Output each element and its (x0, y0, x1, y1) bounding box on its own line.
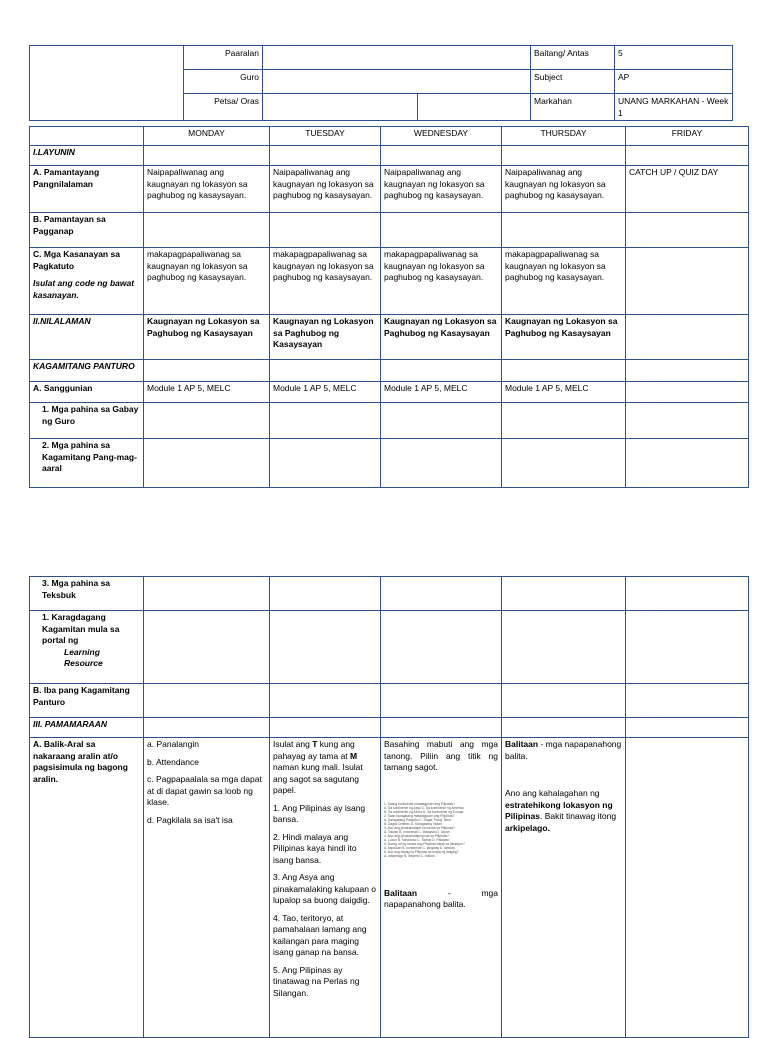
balik-mon-item: b. Attendance (147, 756, 199, 767)
balik-tue-item: 3. Ang Asya ang pinakamalaking kalupaan o lupalop sa buong daigdig. (273, 872, 377, 905)
sanggunian-monday: Module 1 AP 5, MELC (144, 382, 270, 403)
row-label-karagdagang (30, 611, 144, 684)
balik-wed-balitaan: Balitaan - mga (384, 887, 498, 898)
row-label-gabay-guro: 1. Mga pahina sa Gabay ng Guro (30, 403, 144, 439)
balik-aral-tuesday (270, 738, 381, 1038)
day-header-wednesday: WEDNESDAY (381, 127, 502, 146)
kasanayan-tuesday: makapagpapaliwanag sa kaugnayan ng lokasyon sa paghubog ng kasaysayan. (270, 248, 381, 315)
kasanayan-thursday: makapagpapaliwanag sa kaugnayan ng lokasyon sa paghubog ng kasaysayan. (502, 248, 626, 315)
balik-wed-balitaan-rest: napapanahong balita. (384, 899, 466, 909)
logo-area (30, 46, 184, 121)
balik-mon-item: a. Panalangin (147, 739, 199, 749)
paaralan-value[interactable] (263, 46, 531, 70)
markahan-label: Markahan (531, 94, 615, 121)
row-label-iba-pang: B. Iba pang Kagamitang Panturo (30, 684, 144, 718)
petsa-label: Petsa/ Oras (184, 94, 263, 121)
balik-aral-wednesday (381, 738, 502, 1038)
balik-thu-question: Ano ang kahalagahan ng estratehikong lokasyon ng Pilipinas. Bakit tinawag itong arkipelago. (505, 788, 617, 833)
kasanayan-note: Isulat ang code ng bawat kasanayan. (33, 278, 135, 300)
row-label-balik-aral: A. Balik-Aral sa nakaraang aralin at/o pagsisimula ng bagong aralin. (30, 738, 144, 1038)
sanggunian-thursday: Module 1 AP 5, MELC (502, 382, 626, 403)
markahan-value[interactable]: UNANG MARKAHAN - Week 1 (615, 94, 733, 121)
row-label-teksbuk: 3. Mga pahina sa Teksbuk (30, 577, 144, 611)
baitang-label: Baitang/ Antas (531, 46, 615, 70)
row-label-sanggunian: A. Sanggunian (30, 382, 144, 403)
day-header-friday: FRIDAY (626, 127, 749, 146)
balik-thu-balitaan: Balitaan - mga napapanahong balita. (505, 739, 622, 761)
row-label-kagamitang-mag-aaral: 2. Mga pahina sa Kagamitang Pang-mag-aaral (30, 439, 144, 488)
guro-value[interactable] (263, 70, 531, 94)
balik-tue-item: 1. Ang Pilipinas ay isang bansa. (273, 802, 366, 824)
paaralan-label: Paaralan (184, 46, 263, 70)
kasanayan-title: C. Mga Kasanayan sa Pagkatuto (33, 249, 120, 271)
pamantayang-wednesday: Naipapaliwanag ang kaugnayan ng lokasyon sa paghubog ng kasaysayan. (381, 166, 502, 213)
row-label-kasanayan (30, 248, 144, 315)
subject-label: Subject (531, 70, 615, 94)
baitang-value[interactable]: 5 (615, 46, 733, 70)
oras-value[interactable] (418, 94, 531, 121)
balik-aral-monday (144, 738, 270, 1038)
balik-tue-intro: Isulat ang T kung ang pahayag ay tama at M naman kung mali. Isulat ang sagot sa sagutang papel. (273, 739, 363, 795)
karagdagang-lr: Learning Resource (64, 646, 103, 668)
day-header-thursday: THURSDAY (502, 127, 626, 146)
nilalaman-monday: Kaugnayan ng Lokasyon sa Paghubog ng Kasaysayan (144, 315, 270, 360)
sanggunian-tuesday: Module 1 AP 5, MELC (270, 382, 381, 403)
nilalaman-wednesday: Kaugnayan ng Lokasyon sa Paghubog ng Kasaysayan (381, 315, 502, 360)
lesson-plan-table-2 (29, 576, 749, 1038)
day-header-tuesday: TUESDAY (270, 127, 381, 146)
balik-aral-thursday (502, 738, 626, 1038)
day-header-monday: MONDAY (144, 127, 270, 146)
section-pamamaraan: III. PAMAMARAAN (30, 718, 144, 738)
row-label-pamantayang-pangnilalaman: A. Pamantayang Pangnilalaman (30, 166, 144, 213)
karagdagang-title: 1. Karagdagang Kagamitan mula sa portal ng (42, 612, 120, 645)
balik-tue-item: 5. Ang Pilipinas ay tinatawag na Perlas ng Silangan. (273, 964, 360, 998)
lesson-plan-table-1 (29, 126, 749, 488)
pamantayang-friday: CATCH UP / QUIZ DAY (626, 166, 749, 213)
quiz-thumbnail: 1. Saang kontinente matatagpuan ang Pilipinas? A. Sa kontinente ng Asya C. Sa kontinente ng Amerika B. Sa kontinente ng Africa D. Sa kontinente ng Europa 2. Saan karagatang matatagpuan ang Pilipinas? A. Karagatang Pasipiko C. Dagat Timog Tsina B. Dagat Celebes D. Karagatang Indian 3. Ano ang pinakamalapit na bansa sa Pilipinas? A. Taiwan B. Indonesia C. Malaysia D. Japan 4. Ano ang pinakamalaking isla sa Pilipinas? A. Luzon B. Mindanao C. Samar D. Palawan 5. Anong uri ng bansa ang Pilipinas batay sa lokasyon? A. kapuluan B. kontinente C. tangway D. lambak 6. Ano ang tawag sa Pilipinas sa mapa ng daigdig? A. arkipelago B. disyerto C. bulkan (384, 801, 465, 858)
row-label-pamantayan-pagganap: B. Pamantayan sa Pagganap (30, 213, 144, 248)
section-layunin: I.LAYUNIN (30, 146, 144, 166)
petsa-value[interactable] (263, 94, 418, 121)
header-table (29, 45, 733, 121)
guro-label: Guro (184, 70, 263, 94)
balik-wed-intro: Basahing mabuti ang mga tanong. Piliin ang titik ng tamang sagot. (384, 739, 498, 772)
subject-value[interactable]: AP (615, 70, 733, 94)
balik-mon-item: d. Pagkilala sa isa't isa (147, 814, 233, 825)
pamantayang-thursday: Naipapaliwanag ang kaugnayan ng lokasyon sa paghubog ng kasaysayan. (502, 166, 626, 213)
sanggunian-wednesday: Module 1 AP 5, MELC (381, 382, 502, 403)
section-kagamitan: KAGAMITANG PANTURO (30, 360, 144, 382)
nilalaman-thursday: Kaugnayan ng Lokasyon sa Paghubog ng Kasaysayan (502, 315, 626, 360)
balik-tue-item: 2. Hindi malaya ang Pilipinas kaya hindi ito isang bansa. (273, 831, 357, 865)
balik-mon-item: c. Pagpapaalala sa mga dapat at di dapat gawin sa loob ng klase. (147, 774, 262, 807)
kasanayan-wednesday: makapagpapaliwanag sa kaugnayan ng lokasyon sa paghubog ng kasaysayan. (381, 248, 502, 315)
balik-aral-friday (626, 738, 749, 1038)
corner-cell (30, 127, 144, 146)
kasanayan-monday: makapagpapaliwanag sa kaugnayan ng lokasyon sa paghubog ng kasaysayan. (144, 248, 270, 315)
nilalaman-tuesday: Kaugnayan ng Lokasyon sa Paghubog ng Kasaysayan (270, 315, 381, 360)
pamantayang-tuesday: Naipapaliwanag ang kaugnayan ng lokasyon sa paghubog ng kasaysayan. (270, 166, 381, 213)
balik-tue-item: 4. Tao, teritoryo, at pamahalaan lamang ang kailangan para maging isang ganap na bansa. (273, 912, 367, 957)
pamantayang-monday: Naipapaliwanag ang kaugnayan ng lokasyon sa paghubog ng kasaysayan. (144, 166, 270, 213)
section-nilalaman: II.NILALAMAN (30, 315, 144, 360)
